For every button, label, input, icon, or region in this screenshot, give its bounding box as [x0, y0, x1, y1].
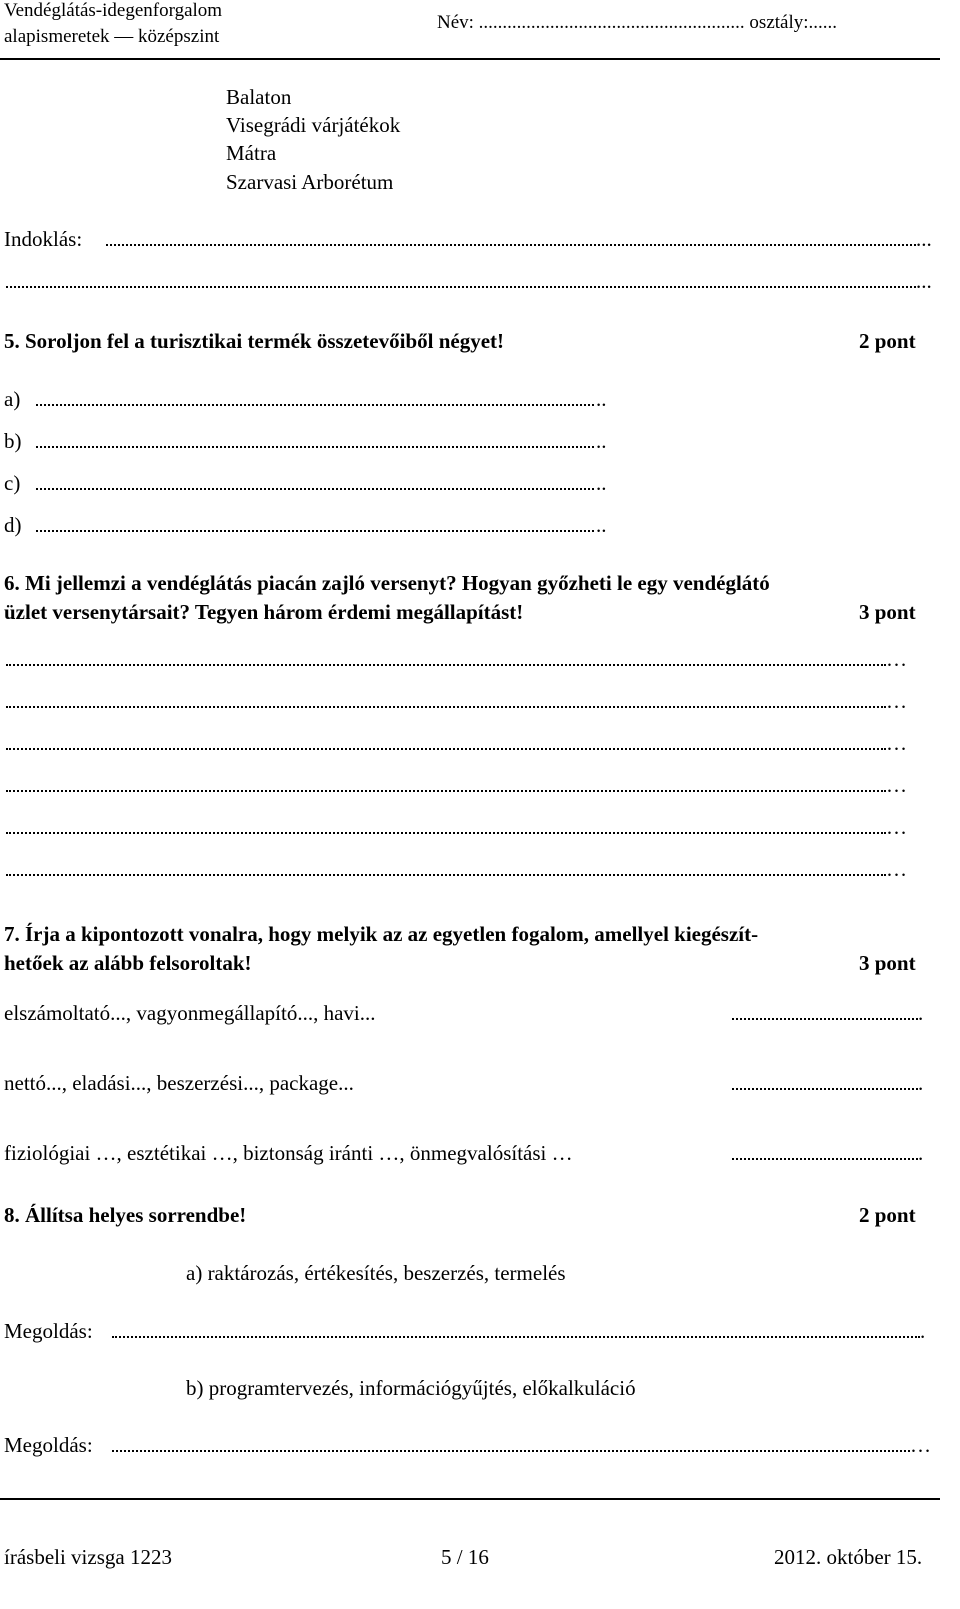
q7-answer-tail: .	[918, 1001, 924, 1025]
q7-points: 3 pont	[859, 951, 916, 975]
q6-line1: 6. Mi jellemzi a vendéglátás piacán zajló versenyt? Hogyan győzheti le egy vendéglátó	[4, 571, 770, 595]
q5-text: 5. Soroljon fel a turisztikai termék összetevőiből négyet!	[4, 329, 505, 353]
q7-answer-line[interactable]	[732, 1018, 918, 1020]
q5-answer-line[interactable]	[36, 530, 594, 532]
q7-item: elszámoltató..., vagyonmegállapító..., havi...	[4, 1001, 376, 1025]
q6-points: 3 pont	[859, 600, 916, 624]
q5-answer-tail: ..	[596, 471, 607, 495]
q5-answer-line[interactable]	[36, 446, 594, 448]
q6-line-tail: …	[886, 731, 907, 755]
q5-answer-label: d)	[4, 513, 22, 537]
q8-text: 8. Állítsa helyes sorrendbe!	[4, 1203, 247, 1227]
indoklas-line2-tail: ...	[916, 269, 932, 293]
q8-solution-label: Megoldás:	[4, 1319, 93, 1343]
q8-option-a: a) raktározás, értékesítés, beszerzés, termelés	[186, 1261, 566, 1285]
q7-answer-tail: .	[918, 1071, 924, 1095]
q7-line1: 7. Írja a kipontozott vonalra, hogy melyik az az egyetlen fogalom, amellyel kiegészít-	[4, 922, 759, 946]
q8-solution-tail: …	[910, 1433, 931, 1457]
q5-answer-label: c)	[4, 471, 21, 495]
q6-line-tail: …	[886, 815, 907, 839]
q5-answer-label: a)	[4, 387, 21, 411]
q7-answer-line[interactable]	[732, 1088, 918, 1090]
header-rule	[0, 58, 940, 60]
q8-solution-line[interactable]	[112, 1336, 920, 1338]
q6-line-tail: …	[886, 689, 907, 713]
q5-answer-line[interactable]	[36, 488, 594, 490]
header-name-field: Név: ........................................................ osztály:......	[437, 12, 838, 33]
q6-answer-line[interactable]	[6, 790, 886, 792]
q6-answer-line[interactable]	[6, 832, 886, 834]
q5-answer-line[interactable]	[36, 404, 594, 406]
indoklas-line1-tail: ...	[916, 227, 932, 251]
list-item: Szarvasi Arborétum	[226, 170, 394, 194]
list-item: Mátra	[226, 141, 277, 165]
footer-page-number: 5 / 16	[441, 1545, 489, 1569]
q5-answer-tail: ..	[596, 387, 607, 411]
list-item: Visegrádi várjátékok	[226, 113, 401, 137]
header-subject-line2: alapismeretek — középszint	[4, 26, 220, 47]
q6-answer-line[interactable]	[6, 706, 886, 708]
q7-answer-tail: .	[918, 1141, 924, 1165]
q7-answer-line[interactable]	[732, 1158, 918, 1160]
q7-line2: hetőek az alább felsoroltak!	[4, 951, 252, 975]
q5-points: 2 pont	[859, 329, 916, 353]
q7-item: fiziológiai …, esztétikai …, biztonság iránti …, önmegvalósítási …	[4, 1141, 573, 1165]
q6-line-tail: …	[886, 773, 907, 797]
q6-answer-line[interactable]	[6, 664, 886, 666]
q6-line-tail: …	[886, 857, 907, 881]
q5-answer-label: b)	[4, 429, 22, 453]
q6-answer-line[interactable]	[6, 748, 886, 750]
q5-answer-tail: ..	[596, 429, 607, 453]
q8-points: 2 pont	[859, 1203, 916, 1227]
q6-line2: üzlet versenytársait? Tegyen három érdemi megállapítást!	[4, 600, 524, 624]
q6-answer-line[interactable]	[6, 874, 886, 876]
indoklas-line[interactable]	[106, 244, 916, 246]
q6-line-tail: …	[886, 647, 907, 671]
footer-date: 2012. október 15.	[774, 1545, 923, 1569]
q8-option-b: b) programtervezés, információgyűjtés, előkalkuláció	[186, 1376, 636, 1400]
q8-solution-label: Megoldás:	[4, 1433, 93, 1457]
indoklas-label: Indoklás:	[4, 227, 83, 251]
q8-solution-line[interactable]	[112, 1450, 910, 1452]
indoklas-line[interactable]	[6, 286, 916, 288]
q7-item: nettó..., eladási..., beszerzési..., package...	[4, 1071, 354, 1095]
q5-answer-tail: ..	[596, 513, 607, 537]
footer-left: írásbeli vizsga 1223	[4, 1545, 172, 1569]
footer-rule	[0, 1498, 940, 1500]
q8-solution-tail: .	[920, 1319, 926, 1343]
header-subject-line1: Vendéglátás-idegenforgalom	[4, 0, 223, 21]
list-item: Balaton	[226, 85, 292, 109]
